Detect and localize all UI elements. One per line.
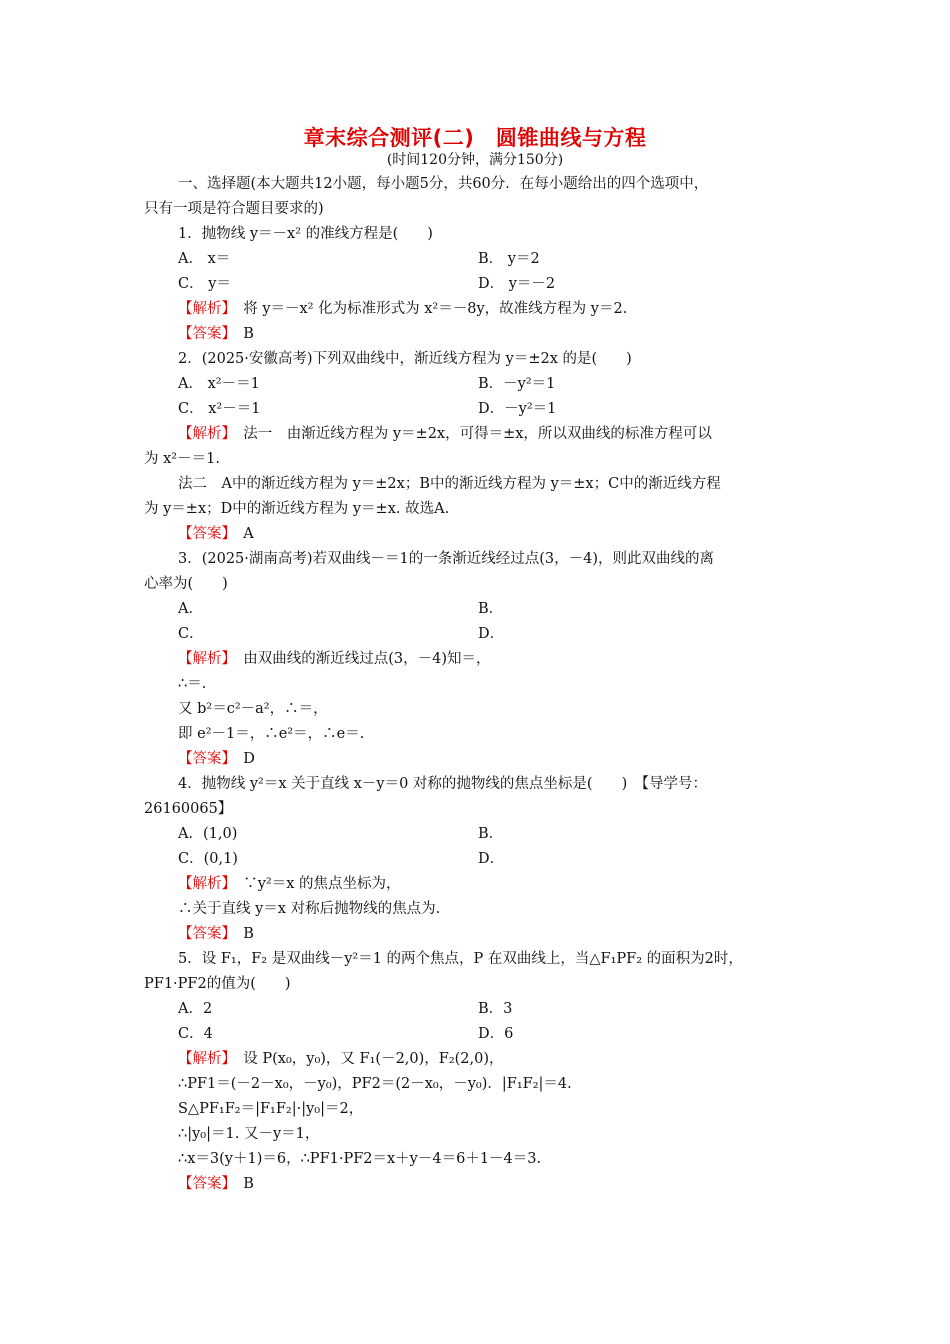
q4-option-a: A．(1,0)	[178, 826, 238, 842]
q2-analysis	[144, 422, 814, 447]
q4-step-1: ∴关于直线 y＝x 对称后抛物线的焦点为.	[178, 901, 441, 917]
q4-options-ab	[144, 822, 814, 847]
q2-option-c: C． x²－＝1	[178, 401, 261, 417]
q4-analysis-text: ∵y²＝x 的焦点坐标为，	[228, 876, 401, 892]
q5-step-4: ∴x＝3(y＋1)＝6，∴PF1·PF2＝x＋y－4＝6＋1－4＝3.	[178, 1151, 542, 1167]
q2-options-ab	[144, 372, 814, 397]
answer-label: 【答案】	[178, 926, 229, 942]
answer-label: 【答案】	[178, 326, 229, 342]
q1-option-c: C． y＝	[178, 276, 231, 292]
q5-options-ab	[144, 997, 814, 1022]
q3-answer	[144, 747, 814, 772]
q2-options-cd	[144, 397, 814, 422]
exam-info: (时间120分钟，满分150分)	[386, 152, 564, 168]
q4-answer	[144, 922, 814, 947]
q3-step-2: 又 b²＝c²－a²，∴＝，	[178, 701, 328, 717]
q3-analysis	[144, 647, 814, 672]
q1-answer	[144, 322, 814, 347]
q3-stem: 3．(2025·湖南高考)若双曲线－＝1的一条渐近线经过点(3，－4)，则此双曲线的离	[178, 551, 715, 567]
q3-analysis-text: 由双曲线的渐近线过点(3，－4)知＝，	[228, 651, 491, 667]
q5-answer	[144, 1172, 814, 1197]
page-title: 章末综合测评(二) 圆锥曲线与方程	[303, 126, 647, 150]
analysis-label: 【解析】	[178, 876, 229, 892]
q5-stem: 5．设 F₁，F₂ 是双曲线－y²＝1 的两个焦点，P 在双曲线上，当△F₁PF₂ 的面积为2时，	[178, 951, 743, 967]
answer-label: 【答案】	[178, 751, 229, 767]
q1-analysis	[144, 297, 814, 322]
q4-stem: 4．抛物线 y²＝x 关于直线 x－y＝0 对称的抛物线的焦点坐标是( ) 【导学号：	[178, 776, 707, 792]
q4-option-d: D．	[478, 851, 505, 867]
q5-option-a: A．2	[178, 1001, 213, 1017]
q1-option-b: B． y＝2	[478, 251, 540, 267]
q2-analysis-cont: 为 x²－＝1.	[144, 451, 220, 467]
answer-label: 【答案】	[178, 1176, 229, 1192]
q5-analysis-text: 设 P(x₀，y₀)，又 F₁(－2,0)，F₂(2,0)，	[228, 1051, 504, 1067]
q5-stem-cont: PF1·PF2的值为( )	[144, 976, 291, 992]
q4-option-b: B．	[478, 826, 504, 842]
q3-step-1: ∴＝.	[178, 676, 207, 692]
q4-analysis	[144, 872, 814, 897]
document-body	[144, 172, 814, 1197]
q4-answer-text: B	[228, 926, 254, 942]
q3-answer-text: D	[228, 751, 255, 767]
q1-answer-text: B	[228, 326, 254, 342]
q5-answer-text: B	[228, 1176, 254, 1192]
q5-options-cd	[144, 1022, 814, 1047]
q1-options-cd	[144, 272, 814, 297]
answer-label: 【答案】	[178, 526, 229, 542]
q1-stem: 1．抛物线 y＝－x² 的准线方程是( )	[178, 226, 433, 242]
q2-stem: 2．(2025·安徽高考)下列双曲线中，渐近线方程为 y＝±2x 的是( )	[178, 351, 632, 367]
q4-stem-cont: 26160065】	[144, 801, 233, 817]
q4-option-c: C．(0,1)	[178, 851, 238, 867]
section-heading-cont: 只有一项是符合题目要求的)	[144, 201, 324, 217]
analysis-label: 【解析】	[178, 301, 229, 317]
q3-option-a: A．	[178, 601, 203, 617]
q1-options-ab	[144, 247, 814, 272]
q5-step-1: ∴PF1＝(－2－x₀，－y₀)，PF2＝(2－x₀，－y₀)．|F₁F₂|＝4.	[178, 1076, 572, 1092]
q5-analysis	[144, 1047, 814, 1072]
analysis-label: 【解析】	[178, 651, 229, 667]
q1-analysis-text: 将 y＝－x² 化为标准形式为 x²＝－8y，故准线方程为 y＝2.	[228, 301, 628, 317]
q2-method2-cont: 为 y＝±x；D中的渐近线方程为 y＝±x. 故选A.	[144, 501, 450, 517]
q4-options-cd	[144, 847, 814, 872]
q3-options-cd	[144, 622, 814, 647]
q5-option-c: C．4	[178, 1026, 213, 1042]
q3-stem-cont: 心率为( )	[144, 576, 228, 592]
q2-option-b: B．－y²＝1	[478, 376, 556, 392]
q2-answer	[144, 522, 814, 547]
analysis-label: 【解析】	[178, 426, 229, 442]
q2-analysis-text: 法一 由渐近线方程为 y＝±2x，可得＝±x，所以双曲线的标准方程可以	[228, 426, 712, 442]
q5-step-3: ∴|y₀|＝1. 又－y＝1，	[178, 1126, 320, 1142]
q3-option-c: C．	[178, 626, 204, 642]
q5-option-d: D．6	[478, 1026, 514, 1042]
q5-option-b: B．3	[478, 1001, 513, 1017]
q2-option-d: D．－y²＝1	[478, 401, 557, 417]
q3-option-d: D．	[478, 626, 505, 642]
section-heading: 一、选择题(本大题共12小题，每小题5分，共60分．在每小题给出的四个选项中，	[178, 176, 709, 192]
q3-option-b: B．	[478, 601, 504, 617]
q5-step-2: S△PF₁F₂＝|F₁F₂|·|y₀|＝2，	[178, 1101, 364, 1117]
analysis-label: 【解析】	[178, 1051, 229, 1067]
q2-answer-text: A	[228, 526, 254, 542]
q1-option-d: D． y＝－2	[478, 276, 556, 292]
q3-step-3: 即 e²－1＝，∴e²＝，∴e＝.	[178, 726, 365, 742]
q2-option-a: A． x²－＝1	[178, 376, 260, 392]
q1-option-a: A． x＝	[178, 251, 231, 267]
q3-options-ab	[144, 597, 814, 622]
q2-method2: 法二 A中的渐近线方程为 y＝±2x；B中的渐近线方程为 y＝±x；C中的渐近线方程	[178, 476, 721, 492]
